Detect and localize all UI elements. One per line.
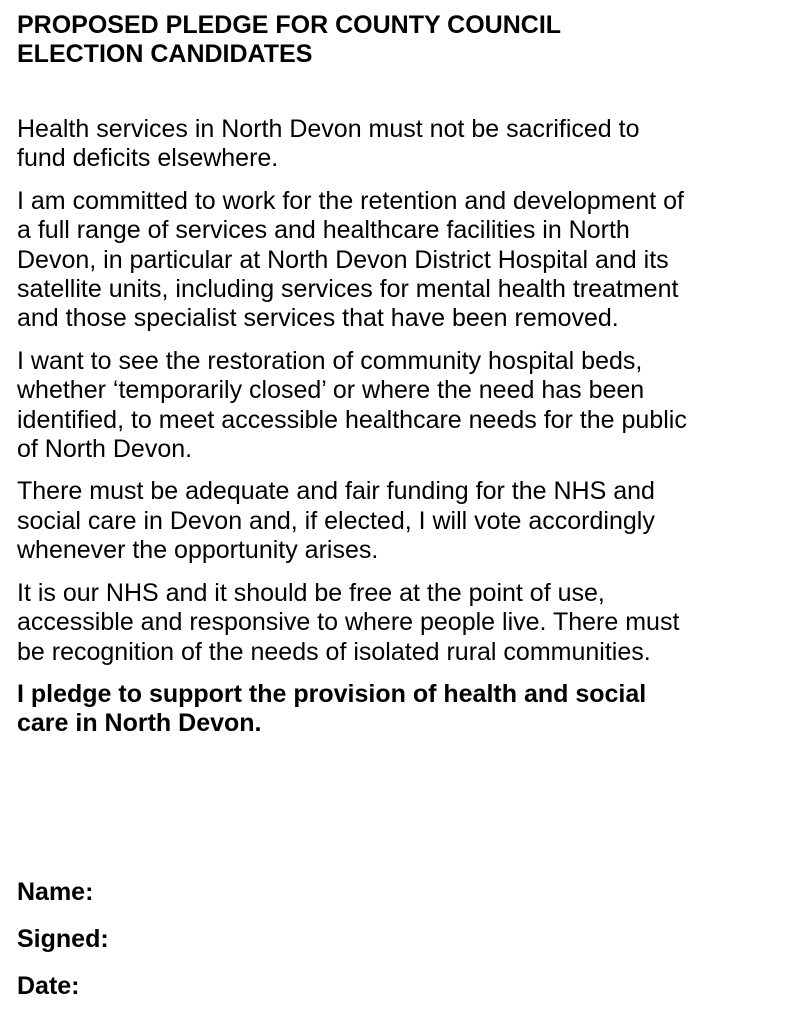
paragraph-line: I am committed to work for the retention and development of <box>17 186 685 215</box>
paragraph-line: and those specialist services that have been removed. <box>17 304 619 333</box>
paragraph-line: satellite units, including services for mental health treatment <box>17 275 679 304</box>
paragraph-line: of North Devon. <box>17 435 193 464</box>
paragraph-line: Health services in North Devon must not be sacrificed to <box>17 115 640 143</box>
name-field-label: Name: <box>17 878 94 906</box>
signed-field-label: Signed: <box>17 925 109 953</box>
paragraph-deficits <box>17 115 787 174</box>
pledge-line: I pledge to support the provision of health and social <box>17 679 647 708</box>
paragraph-line: Devon, in particular at North Devon District Hospital and its <box>17 245 669 274</box>
paragraph-line: fund deficits elsewhere. <box>17 144 279 173</box>
paragraph-line: whether ‘temporarily closed’ or where the need has been <box>17 376 645 405</box>
paragraph-line: be recognition of the needs of isolated rural communities. <box>17 637 651 666</box>
paragraph-our-nhs <box>17 579 787 667</box>
paragraph-line: There must be adequate and fair funding for the NHS and <box>17 477 655 506</box>
title-line: PROPOSED PLEDGE FOR COUNTY COUNCIL <box>17 11 562 39</box>
title-line: ELECTION CANDIDATES <box>17 40 313 68</box>
paragraph-line: social care in Devon and, if elected, I will vote accordingly <box>17 506 655 535</box>
paragraph-line: identified, to meet accessible healthcare needs for the public <box>17 405 687 434</box>
paragraph-hospital-beds <box>17 347 787 465</box>
pledge-body <box>17 115 787 739</box>
paragraph-line: whenever the opportunity arises. <box>17 536 379 565</box>
document-title <box>17 11 787 69</box>
pledge-line: care in North Devon. <box>17 709 262 738</box>
paragraph-funding <box>17 477 787 565</box>
signature-fields <box>17 878 109 1019</box>
paragraph-line: It is our NHS and it should be free at the point of use, <box>17 578 605 607</box>
document-page <box>17 11 787 739</box>
paragraph-line: I want to see the restoration of community hospital beds, <box>17 346 643 375</box>
pledge-statement <box>17 680 787 739</box>
paragraph-line: accessible and responsive to where people live. There must <box>17 608 680 637</box>
paragraph-line: a full range of services and healthcare facilities in North <box>17 216 630 245</box>
date-field-label: Date: <box>17 972 80 1000</box>
paragraph-commitment <box>17 187 787 334</box>
